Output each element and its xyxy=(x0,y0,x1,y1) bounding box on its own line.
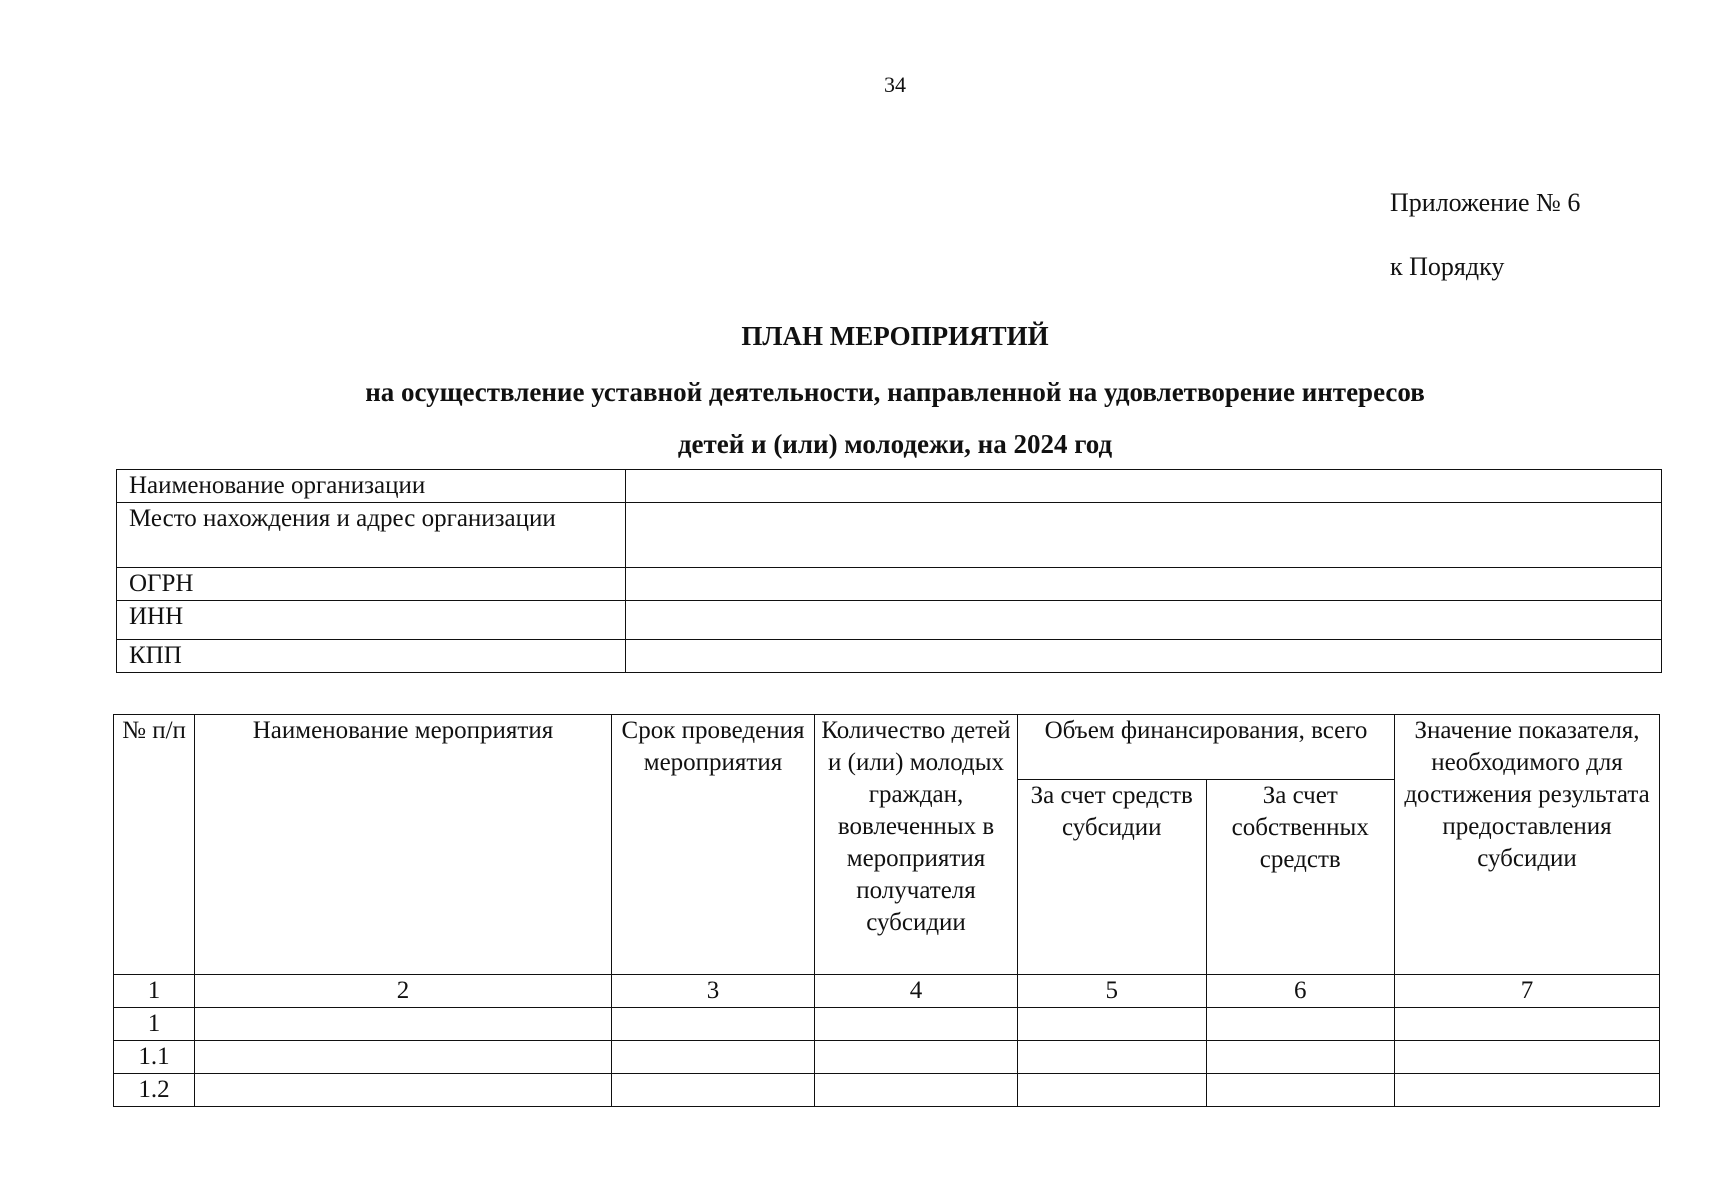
column-number: 5 xyxy=(1018,975,1207,1008)
row-number: 1.2 xyxy=(114,1074,195,1107)
org-value-ogrn xyxy=(626,568,1662,601)
table-cell xyxy=(1206,1074,1395,1107)
appendix-number: Приложение № 6 xyxy=(1390,188,1581,217)
header-subsidy-funds: За счет средств субсидии xyxy=(1018,780,1207,975)
table-cell xyxy=(1018,1074,1207,1107)
org-value-inn xyxy=(626,601,1662,640)
column-number: 1 xyxy=(114,975,195,1008)
table-cell xyxy=(1206,1008,1395,1041)
table-row xyxy=(114,1008,1660,1041)
header-indicator-value: Значение показателя, необходимого для достижения результата предоставления субсидии xyxy=(1395,715,1660,975)
org-row-inn xyxy=(117,601,1662,640)
plan-column-numbers-row xyxy=(114,975,1660,1008)
table-cell xyxy=(195,1008,612,1041)
table-cell xyxy=(195,1074,612,1107)
header-own-funds: За счет собственных средств xyxy=(1206,780,1395,975)
table-row xyxy=(114,1041,1660,1074)
table-cell xyxy=(1018,1041,1207,1074)
org-label-address: Место нахождения и адрес организации xyxy=(117,503,626,568)
plan-header-row-1 xyxy=(114,715,1660,780)
column-number: 6 xyxy=(1206,975,1395,1008)
org-row-name xyxy=(117,470,1662,503)
page-number: 34 xyxy=(884,72,906,97)
organization-table xyxy=(116,469,1662,673)
header-participants-count: Количество детей и (или) молодых граждан, вовлеченных в мероприятия получателя субсидии xyxy=(815,715,1018,975)
org-label-name: Наименование организации xyxy=(117,470,626,503)
table-cell xyxy=(815,1074,1018,1107)
org-row-address xyxy=(117,503,1662,568)
header-event-name: Наименование мероприятия xyxy=(195,715,612,975)
title-line-2: на осуществление уставной деятельности, направленной на удовлетворение интересов xyxy=(365,377,1425,407)
org-value-address xyxy=(626,503,1662,568)
table-cell xyxy=(612,1008,815,1041)
org-label-ogrn: ОГРН xyxy=(117,568,626,601)
header-event-period: Срок проведения мероприятия xyxy=(612,715,815,975)
table-cell xyxy=(612,1074,815,1107)
column-number: 2 xyxy=(195,975,612,1008)
column-number: 3 xyxy=(612,975,815,1008)
table-cell xyxy=(1395,1041,1660,1074)
column-number: 7 xyxy=(1395,975,1660,1008)
org-row-kpp xyxy=(117,640,1662,673)
title-line-1: ПЛАН МЕРОПРИЯТИЙ xyxy=(741,321,1049,351)
header-number: № п/п xyxy=(114,715,195,975)
row-number: 1.1 xyxy=(114,1041,195,1074)
org-value-kpp xyxy=(626,640,1662,673)
table-cell xyxy=(815,1041,1018,1074)
table-cell xyxy=(195,1041,612,1074)
org-row-ogrn xyxy=(117,568,1662,601)
document-title xyxy=(0,320,1719,460)
org-value-name xyxy=(626,470,1662,503)
header-financing-total: Объем финансирования, всего xyxy=(1018,715,1395,780)
title-line-3: детей и (или) молодежи, на 2024 год xyxy=(677,429,1113,459)
column-number: 4 xyxy=(815,975,1018,1008)
appendix-reference: к Порядку xyxy=(1390,252,1505,281)
table-cell xyxy=(1395,1008,1660,1041)
org-label-inn: ИНН xyxy=(117,601,626,640)
table-row xyxy=(114,1074,1660,1107)
table-cell xyxy=(815,1008,1018,1041)
table-cell xyxy=(1395,1074,1660,1107)
table-cell xyxy=(1018,1008,1207,1041)
org-label-kpp: КПП xyxy=(117,640,626,673)
row-number: 1 xyxy=(114,1008,195,1041)
table-cell xyxy=(1206,1041,1395,1074)
events-plan-table xyxy=(113,714,1660,1107)
table-cell xyxy=(612,1041,815,1074)
